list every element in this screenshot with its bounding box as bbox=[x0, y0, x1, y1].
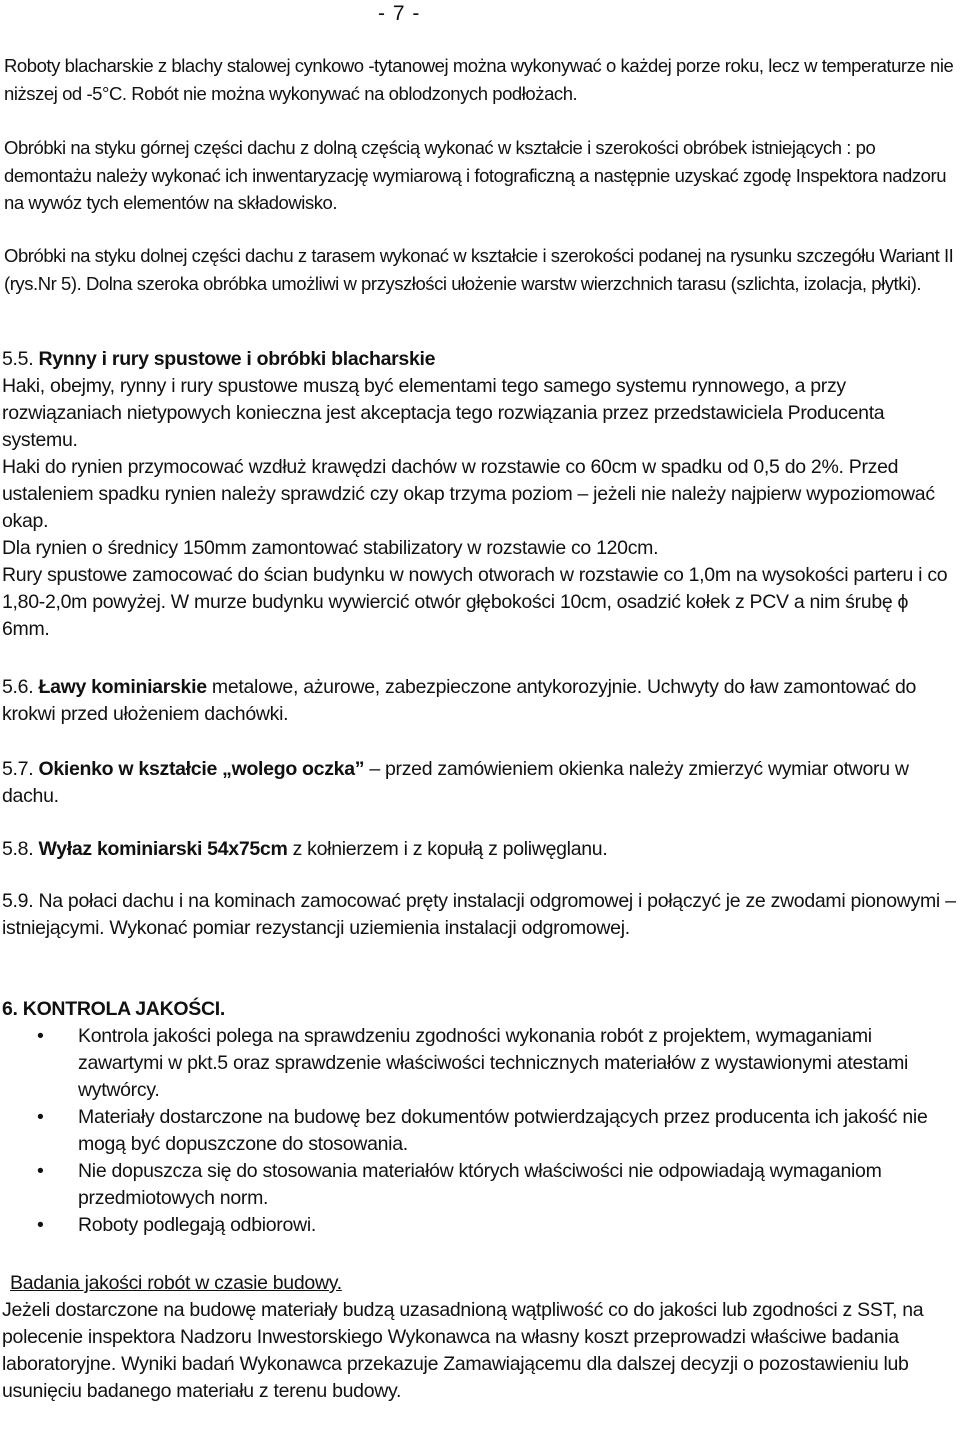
section-5-5 bbox=[2, 346, 958, 643]
bullet-icon: • bbox=[37, 1214, 44, 1236]
list-item bbox=[2, 1212, 958, 1239]
section-bold-title: Okienko w kształcie „wolego oczka” bbox=[38, 758, 365, 780]
section-bold-title: Wyłaz kominiarski 54x75cm bbox=[38, 838, 288, 860]
paragraph-gutter-hooks: Haki do rynien przymocować wzdłuż krawędzi dachów w rozstawie co 60cm w spadku od 0,5 do 2%. Przed ustaleniem spadku rynien należy sprawdzić czy okap trzyma poziom – jeżeli nie należy najpierw wypoziomować okap. bbox=[2, 456, 935, 532]
paragraph-stabilizers: Dla rynien o średnicy 150mm zamontować stabilizatory w rozstawie co 120cm. bbox=[2, 537, 659, 559]
subheading-text: Badania jakości robót w czasie budowy. bbox=[10, 1272, 342, 1294]
section-heading: 6. KONTROLA JAKOŚCI. bbox=[2, 998, 225, 1020]
page-number: - 7 - bbox=[378, 2, 421, 25]
section-number: 5.7. bbox=[2, 758, 34, 780]
section-6 bbox=[2, 996, 958, 1239]
paragraph-weather-conditions: Roboty blacharskie z blachy stalowej cynkowo -tytanowej można wykonywać o każdej porze roku, lecz w temperaturze nie niższej od -5°C. Robót nie można wykonywać na oblodzonych podłożach. bbox=[4, 55, 954, 104]
list-item-text: Roboty podlegają odbiorowi. bbox=[78, 1214, 316, 1236]
list-item-text: Materiały dostarczone na budowę bez dokumentów potwierdzających przez producenta ich jakość nie mogą być dopuszczone do stosowania. bbox=[78, 1106, 928, 1155]
bullet-icon: • bbox=[37, 1106, 44, 1128]
bullet-icon: • bbox=[37, 1025, 44, 1047]
list-item bbox=[2, 1158, 958, 1212]
list-item bbox=[2, 1104, 958, 1158]
section-5-5-title bbox=[2, 346, 958, 373]
section-number: 5.8. bbox=[2, 838, 34, 860]
section-text: z kołnierzem i z kopułą z poliwęglanu. bbox=[287, 838, 608, 860]
paragraph-downpipes: Rury spustowe zamocować do ścian budynku w nowych otworach w rozstawie co 1,0m na wysokości parteru i co 1,80-2,0m powyżej. W murze budynku wywiercić otwór głębokości 10cm, osadzić kołek z PCV a nim śrubę ϕ 6mm. bbox=[2, 564, 948, 640]
section-number: 5.6. bbox=[2, 676, 34, 698]
paragraph-upper-flashing: Obróbki na styku górnej części dachu z dolną częścią wykonać w kształcie i szerokości obróbek istniejących : po demontażu należy wykonać ich inwentaryzację wymiarową i fotograficzną a następnie uzyskać zgodę Inspektora nadzoru na wywóz tych elementów na składowisko. bbox=[4, 137, 947, 213]
section-text: metalowe, ażurowe, zabezpieczone antykorozyjnie. Uchwyty do ław zamontować do krokwi przed ułożeniem dachówki. bbox=[2, 676, 917, 725]
section-5-7 bbox=[2, 756, 958, 810]
section-text: Na połaci dachu i na kominach zamocować pręty instalacji odgromowej i połączyć je ze zwodami pionowymi – istniejącymi. Wykonać pomiar rezystancji uziemienia instalacji odgromowej. bbox=[2, 890, 956, 939]
list-item-text: Nie dopuszcza się do stosowania materiałów których właściwości nie odpowiadają wymaganiom przedmiotowych norm. bbox=[78, 1160, 882, 1209]
section-number: 5.5. bbox=[2, 348, 34, 370]
paragraph-lab-testing: Jeżeli dostarczone na budowę materiały budzą uzasadnioną wątpliwość co do jakości lub zgodności z SST, na polecenie inspektora Nadzoru Inwestorskiego Wykonawca na własny koszt przeprowadzi właściwe badania laboratoryjne. Wyniki badań Wykonawca przekazuje Zamawiającemu dla dalszej decyzji o pozostawieniu lub usunięciu badanego materiału z terenu budowy. bbox=[2, 1299, 924, 1402]
section-6-heading bbox=[2, 996, 958, 1023]
section-5-6 bbox=[2, 674, 958, 728]
list-item bbox=[2, 1023, 958, 1104]
section-5-9 bbox=[2, 888, 958, 942]
section-bold-title: Ławy kominiarskie bbox=[38, 676, 207, 698]
quality-control-list bbox=[2, 1023, 958, 1239]
list-item-text: Kontrola jakości polega na sprawdzeniu zgodności wykonania robót z projektem, wymaganiami zawartymi w pkt.5 oraz sprawdzenie właściwości technicznych materiałów z wystawionymi atestami wytwórcy. bbox=[78, 1025, 909, 1101]
bullet-icon: • bbox=[37, 1160, 44, 1182]
section-number: 5.9. bbox=[2, 890, 34, 912]
section-text: – przed zamówieniem okienka należy zmierzyć wymiar otworu w dachu. bbox=[2, 758, 909, 807]
section-6-testing bbox=[2, 1270, 958, 1405]
paragraph-gutter-system: Haki, obejmy, rynny i rury spustowe muszą być elementami tego samego systemu rynnowego, a przy rozwiązaniach nietypowych konieczna jest akceptacja tego rozwiązania przez przedstawiciela Producenta systemu. bbox=[2, 375, 885, 451]
section-5-8 bbox=[2, 836, 958, 863]
paragraph-lower-flashing: Obróbki na styku dolnej części dachu z tarasem wykonać w kształcie i szerokości podanej na rysunku szczegółu Wariant II (rys.Nr 5). Dolna szeroka obróbka umożliwi w przyszłości ułożenie warstw wierzchnich tarasu (szlichta, izolacja, płytki). bbox=[4, 245, 954, 294]
section-heading: Rynny i rury spustowe i obróbki blacharskie bbox=[38, 348, 436, 370]
subheading bbox=[2, 1270, 958, 1297]
